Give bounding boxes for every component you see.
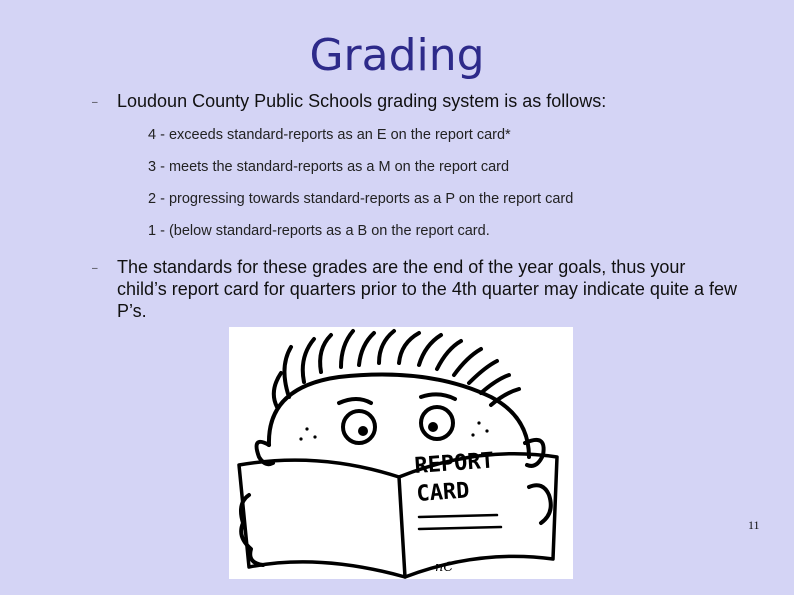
slide-title: Grading [309,30,485,81]
grade-item-3: 3 - meets the standard-reports as a M on the report card [148,159,510,175]
card-title-line1: REPORT [413,448,495,479]
report-card-cartoon [229,327,573,579]
bullet-marker: – [92,263,98,274]
card-title-line2: CARD [415,478,471,507]
grade-item-1: 1 - (below standard-reports as a B on the report card. [148,223,490,239]
artist-signature: nC [435,560,454,575]
page-number: 11 [748,518,760,532]
grade-item-2: 2 - progressing towards standard-reports as a P on the report card [148,191,574,207]
cartoon-illustration [229,327,573,579]
bullet-text-2: The standards for these grades are the end of the year goals, thus your child’s report card for quarters prior to the 4th quarter may indicate quite a few P’s. [117,257,737,321]
bullet-text-1: Loudoun County Public Schools grading system is as follows: [117,91,607,111]
bullet-marker: – [92,97,98,108]
grade-item-4: 4 - exceeds standard-reports as an E on the report card* [148,127,511,143]
